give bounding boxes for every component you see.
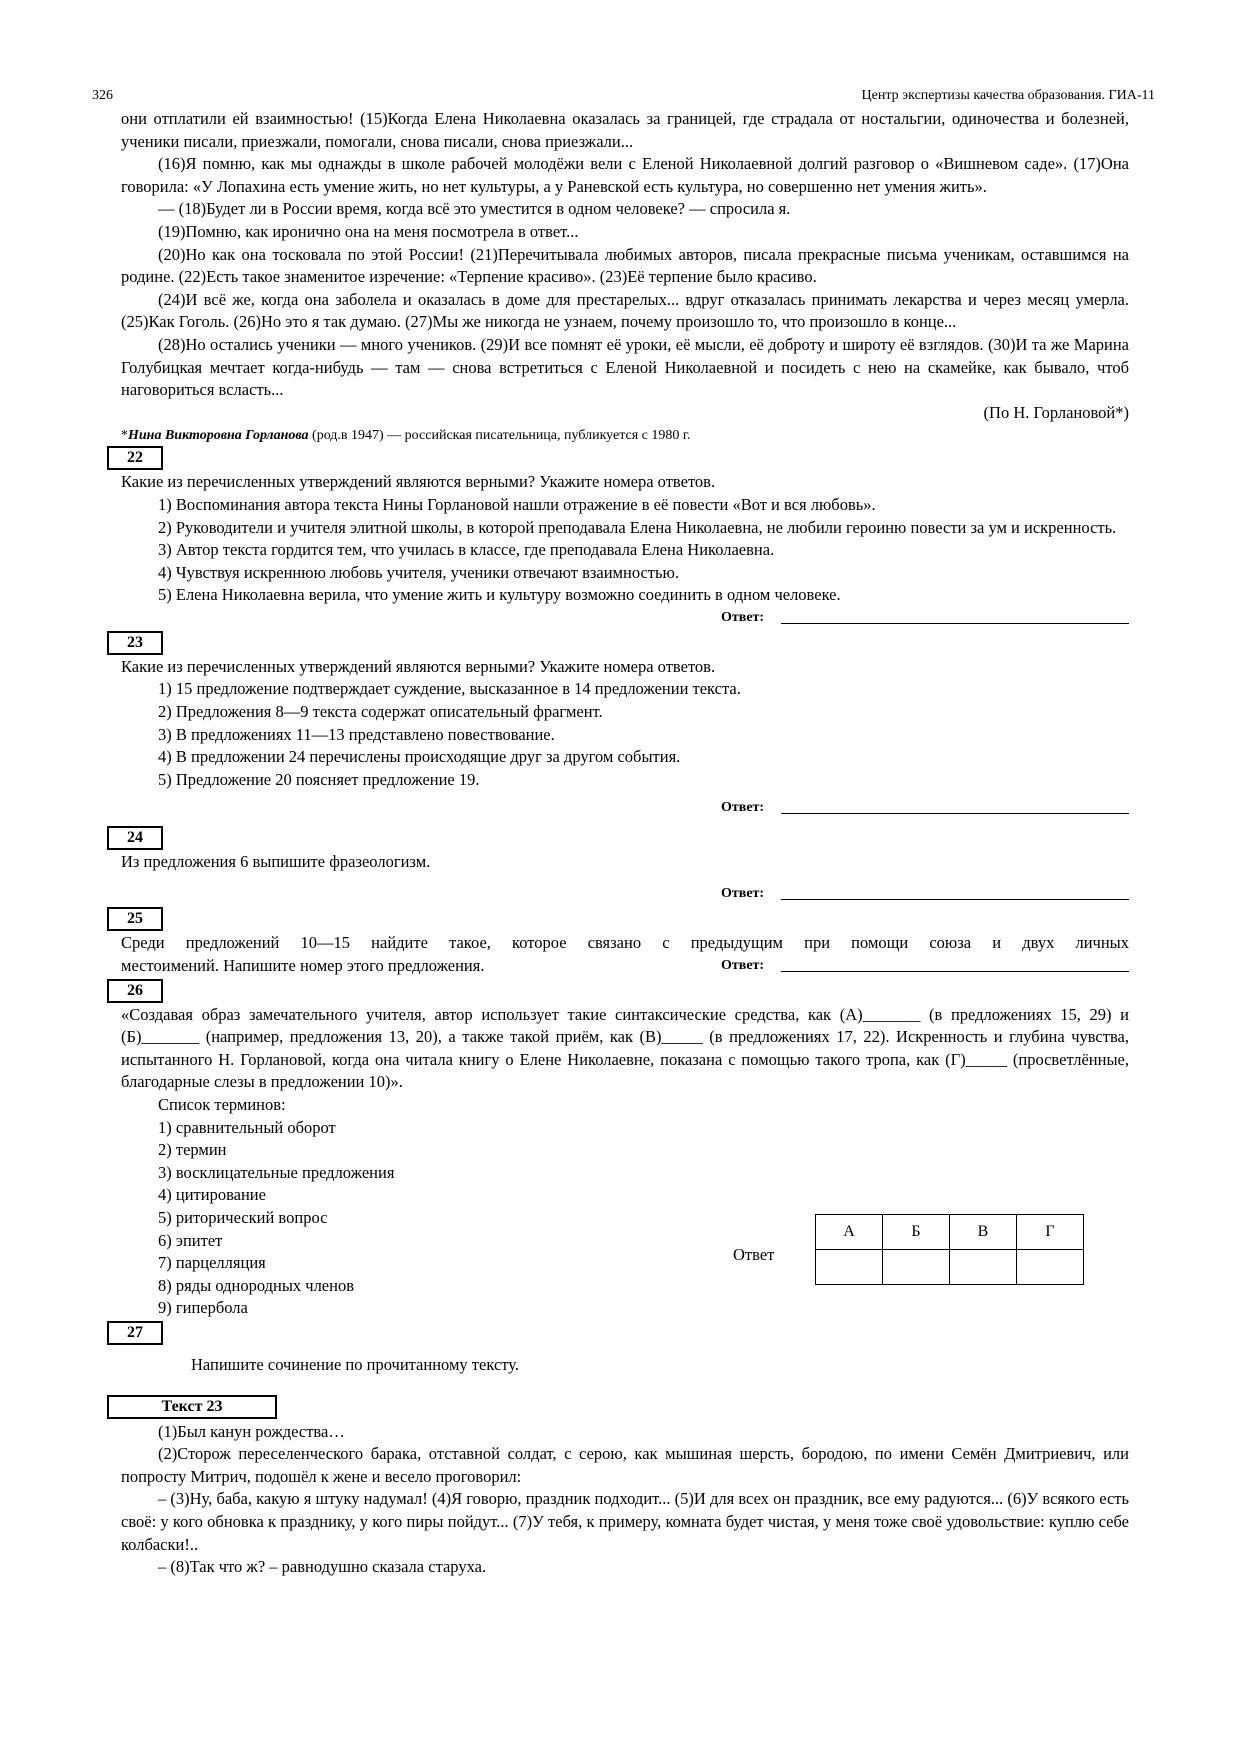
text-23-title: Текст 23 bbox=[107, 1395, 277, 1419]
passage-paragraph: (19)Помню, как иронично она на меня посмотрела в ответ... bbox=[158, 221, 579, 241]
answer-label: Ответ: bbox=[721, 957, 765, 973]
answer-table-header: В bbox=[950, 1215, 1017, 1250]
answer-field[interactable] bbox=[781, 899, 1129, 900]
passage-paragraph: — (18)Будет ли в России время, когда всё это уместится в одном человеке? — спросила я. bbox=[158, 199, 791, 219]
text-23-paragraph: (1)Был канун рождества… bbox=[158, 1421, 345, 1441]
task-23-question: Какие из перечисленных утверждений являются верными? Укажите номера ответов. bbox=[121, 656, 716, 676]
task-22-answer bbox=[121, 607, 1129, 630]
task-23-option: 4) В предложении 24 перечислены происходящие друг за другом события. bbox=[158, 747, 681, 767]
term-item: 9) гипербола bbox=[158, 1298, 248, 1318]
passage-source: (По Н. Горлановой*) bbox=[983, 402, 1129, 422]
answer-cell-v[interactable] bbox=[950, 1250, 1017, 1285]
answer-table-label: Ответ bbox=[733, 1245, 775, 1264]
text-23-paragraph: – (8)Так что ж? – равнодушно сказала старуха. bbox=[158, 1557, 487, 1577]
task-22-option: 1) Воспоминания автора текста Нины Горлановой нашли отражение в её повести «Вот и вся любовь». bbox=[158, 494, 876, 514]
footnote-star: * bbox=[121, 428, 128, 444]
answer-cell-g[interactable] bbox=[1017, 1250, 1084, 1285]
answer-table-header: Б bbox=[883, 1215, 950, 1250]
answer-field[interactable] bbox=[781, 623, 1129, 624]
term-item: 6) эпитет bbox=[158, 1230, 223, 1250]
answer-table bbox=[815, 1214, 1084, 1285]
task-23-option: 5) Предложение 20 поясняет предложение 19. bbox=[158, 769, 480, 789]
answer-table-header: А bbox=[816, 1215, 883, 1250]
task-24-answer bbox=[121, 883, 1129, 906]
answer-table-header: Г bbox=[1017, 1215, 1084, 1250]
task-23-option: 1) 15 предложение подтверждает суждение, высказанное в 14 предложении текста. bbox=[158, 679, 741, 699]
footnote-text: (род.в 1947) — российская писательница, публикуется с 1980 г. bbox=[308, 428, 691, 444]
task-26-terms bbox=[121, 1094, 1129, 1320]
task-22-option: 5) Елена Николаевна верила, что умение жить и культуру возможно соединить в одном человеке. bbox=[158, 585, 841, 605]
task-number-22: 22 bbox=[107, 446, 163, 470]
terms-title: Список терминов: bbox=[158, 1095, 286, 1114]
text-23-paragraph: (2)Сторож переселенческого барака, отставной солдат, с серою, как мышиная шерсть, бородою, по имени Семён Дмитриевич, или попросту Митрич, подошёл к жене и весело проговорил: bbox=[121, 1444, 1129, 1486]
task-27-question: Напишите сочинение по прочитанному тексту. bbox=[191, 1354, 519, 1374]
task-24-question: Из предложения 6 выпишите фразеологизм. bbox=[121, 852, 431, 872]
answer-field[interactable] bbox=[781, 971, 1129, 972]
footnote-author-name: Нина Викторовна Горланова bbox=[128, 428, 309, 444]
term-item: 3) восклицательные предложения bbox=[158, 1162, 395, 1182]
page-number: 326 bbox=[92, 88, 113, 103]
task-22-option: 4) Чувствуя искреннюю любовь учителя, ученики отвечают взаимностью. bbox=[158, 562, 679, 582]
answer-label: Ответ: bbox=[721, 800, 765, 816]
answer-cell-b[interactable] bbox=[883, 1250, 950, 1285]
term-item: 5) риторический вопрос bbox=[158, 1207, 328, 1227]
answer-label: Ответ: bbox=[721, 886, 765, 902]
page-content bbox=[121, 108, 1129, 1579]
task-23-option: 3) В предложениях 11—13 представлено повествование. bbox=[158, 724, 555, 744]
passage-paragraph: они отплатили ей взаимностью! (15)Когда Елена Николаевна оказалась за границей, где страдала от ностальгии, одиночества и болезней, ученики писали, приезжали, помогали, снова писали, снова приезжали... bbox=[121, 109, 1129, 151]
task-25-answer bbox=[121, 955, 1129, 978]
passage-paragraph: (20)Но как она тосковала по этой России! (21)Перечитывала любимых авторов, писала прекрасные письма ученикам, оставшимся на родине. (22)Есть такое знаменитое изречение: «Терпение красиво». (23)Её терпение было красиво. bbox=[121, 244, 1129, 287]
author-footnote bbox=[121, 427, 1129, 445]
term-item: 4) цитирование bbox=[158, 1185, 266, 1205]
task-number-25: 25 bbox=[107, 907, 163, 931]
term-item: 7) парцелляция bbox=[158, 1253, 266, 1273]
answer-field[interactable] bbox=[781, 813, 1129, 814]
task-number-23: 23 bbox=[107, 631, 163, 655]
term-item: 8) ряды однородных членов bbox=[158, 1275, 355, 1295]
task-22-option: 2) Руководители и учителя элитной школы, в которой преподавала Елена Николаевна, не любили героиню повести за ум и искренность. bbox=[158, 517, 1117, 537]
task-22-option: 3) Автор текста гордится тем, что училась в классе, где преподавала Елена Николаевна. bbox=[158, 540, 775, 560]
task-26-question: «Создавая образ замечательного учителя, автор использует такие синтаксические средства, как (А)_______ (в предложениях 15, 29) и (Б)_______ (например, предложения 13, 20), а также такой приём, как (В)_____ (в предложениях 17, 22). Искренность и глубина чувства, испытанного Н. Горлановой, когда она читала книгу о Елене Николаевне, показана с помощью такого тропа, как (Г)_____ (просветлённые, благодарные слезы в предложении 10)». bbox=[121, 1004, 1129, 1092]
running-header: Центр экспертизы качества образования. ГИА-11 bbox=[861, 88, 1155, 103]
answer-cell-a[interactable] bbox=[816, 1250, 883, 1285]
task-22-question: Какие из перечисленных утверждений являются верными? Укажите номера ответов. bbox=[121, 472, 716, 492]
term-item: 2) термин bbox=[158, 1140, 227, 1160]
task-23-answer bbox=[121, 797, 1129, 820]
term-item: 1) сравнительный оборот bbox=[158, 1117, 336, 1137]
passage-paragraph: (24)И всё же, когда она заболела и оказалась в доме для престарелых... вдруг отказалась принимать лекарства и через месяц умерла. (25)Как Гоголь. (26)Но это я так думаю. (27)Мы же никогда не узнаем, почему произошло то, что произошло в конце... bbox=[121, 289, 1129, 332]
passage-paragraph: (16)Я помню, как мы однажды в школе рабочей молодёжи вели с Еленой Николаевной долгий разговор о «Вишневом саде». (17)Она говорила: «У Лопахина есть умение жить, но нет культуры, а у Раневской есть культура, но совершенно нет умения жить». bbox=[121, 154, 1129, 196]
task-25-question: Среди предложений 10—15 найдите такое, которое связано с предыдущим при помощи союза и двух личных bbox=[121, 933, 1129, 953]
task-number-26: 26 bbox=[107, 979, 163, 1003]
text-23-paragraph: – (3)Ну, баба, какую я штуку надумал! (4)Я говорю, праздник подходит... (5)И для всех он праздник, все ему радуются... (6)У всякого есть своё: у кого обновка к празднику, у кого пиры пойдут... (7)У тебя, к примеру, комната будет чистая, у меня тоже своё удовольствие: куплю себе колбаски!.. bbox=[121, 1489, 1129, 1554]
task-number-24: 24 bbox=[107, 826, 163, 850]
task-25-question-end: местоимений. Напишите номер этого предложения. bbox=[121, 955, 485, 975]
task-23-option: 2) Предложения 8—9 текста содержат описательный фрагмент. bbox=[158, 702, 603, 722]
passage-paragraph: (28)Но остались ученики — много учеников. (29)И все помнят её уроки, её мысли, её доброту и широту её взглядов. (30)И та же Марина Голубицкая мечтает когда-нибудь — там — снова встретиться с Еленой Николаевной и посидеть с нею на скамейке, как бывало, чтоб наговориться всласть... bbox=[121, 334, 1129, 400]
answer-label: Ответ: bbox=[721, 609, 765, 625]
task-number-27: 27 bbox=[107, 1321, 163, 1345]
